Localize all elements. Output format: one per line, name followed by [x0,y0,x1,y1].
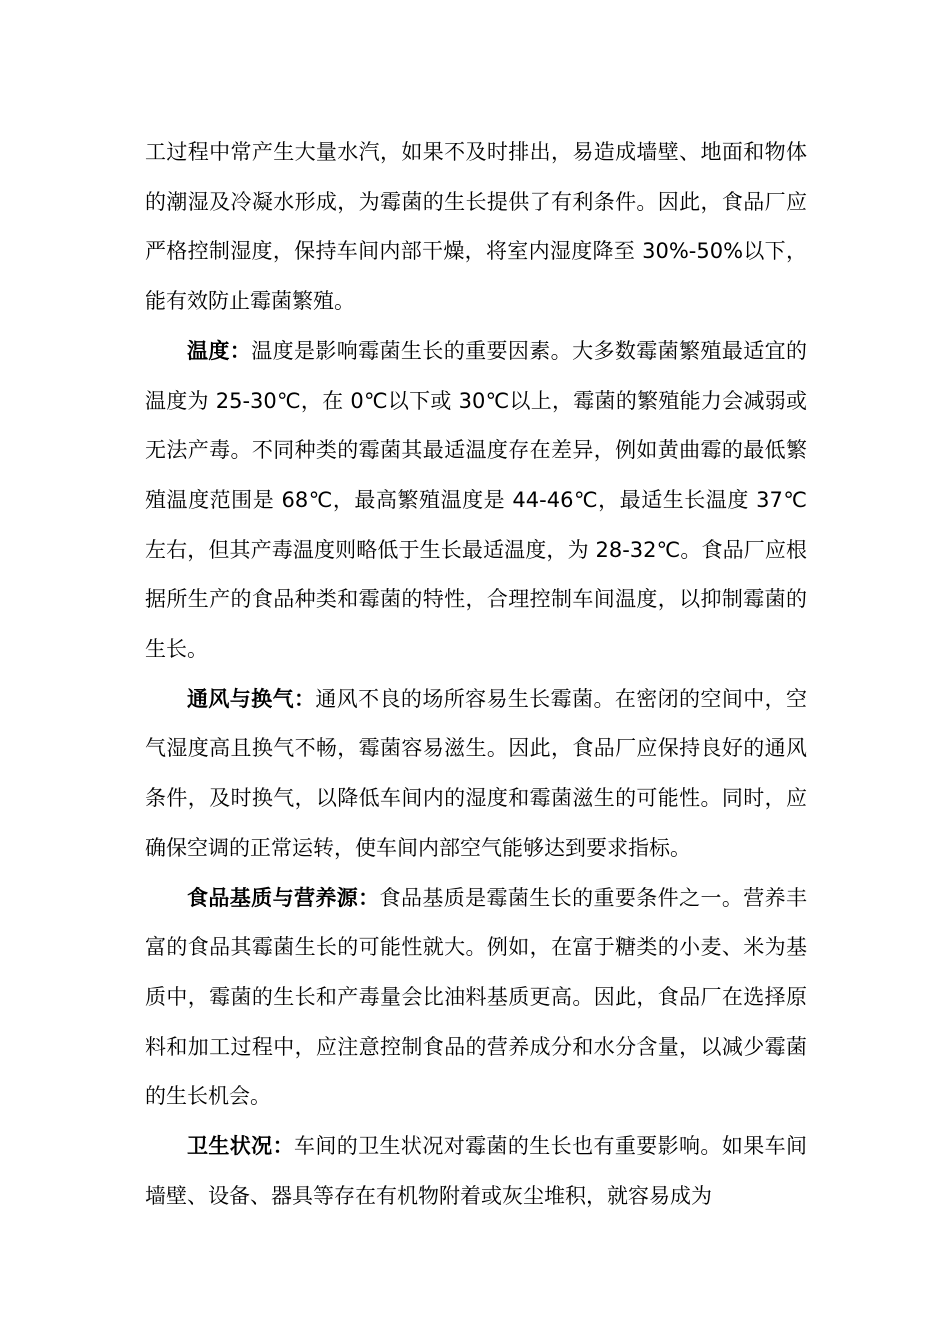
paragraph-text: 食品基质是霉菌生长的重要条件之一。营养丰富的食品其霉菌生长的可能性就大。例如，在富于糖类的小麦、米为基质中，霉菌的生长和产毒量会比油料基质更高。因此，食品厂在选择原料和加工过程中，应注意控制食品的营养成分和水分含量，以减少霉菌的生长机会。 [145,885,808,1109]
paragraph-heading-food-substrate: 食品基质与营养源： [187,885,380,910]
paragraph-heading-hygiene: 卫生状况： [187,1134,294,1159]
paragraph-text: 通风不良的场所容易生长霉菌。在密闭的空间中，空气湿度高且换气不畅，霉菌容易滋生。因此，食品厂应保持良好的通风条件，及时换气，以降低车间内的湿度和霉菌滋生的可能性。同时，应确保空调的正常运转，使车间内部空气能够达到要求指标。 [145,686,808,860]
paragraph-humidity-continued [145,128,807,327]
document-page [145,128,807,1221]
paragraph-heading-ventilation: 通风与换气： [187,686,316,711]
paragraph-text: 车间的卫生状况对霉菌的生长也有重要影响。如果车间墙壁、设备、器具等存在有机物附着或灰尘堆积，就容易成为 [145,1134,808,1208]
paragraph-food-substrate [145,874,807,1123]
paragraph-text: 工过程中常产生大量水汽，如果不及时排出，易造成墙壁、地面和物体的潮湿及冷凝水形成，为霉菌的生长提供了有利条件。因此，食品厂应严格控制湿度，保持车间内部干燥，将室内湿度降至 30%-50%以下，能有效防止霉菌繁殖。 [145,140,807,314]
paragraph-heading-temperature: 温度： [187,338,252,363]
paragraph-hygiene [145,1122,807,1221]
paragraph-text: 温度是影响霉菌生长的重要因素。大多数霉菌繁殖最适宜的温度为 25-30℃，在 0℃以下或 30℃以上，霉菌的繁殖能力会减弱或无法产毒。不同种类的霉菌其最适温度存在差异，例如黄曲霉的最低繁殖温度范围是 68℃，最高繁殖温度是 44-46℃，最适生长温度 37℃左右，但其产毒温度则略低于生长最适温度，为 28-32℃。食品厂应根据所生产的食品种类和霉菌的特性，合理控制车间温度，以抑制霉菌的生长。 [145,338,808,662]
paragraph-temperature [145,327,807,675]
paragraph-ventilation [145,675,807,874]
